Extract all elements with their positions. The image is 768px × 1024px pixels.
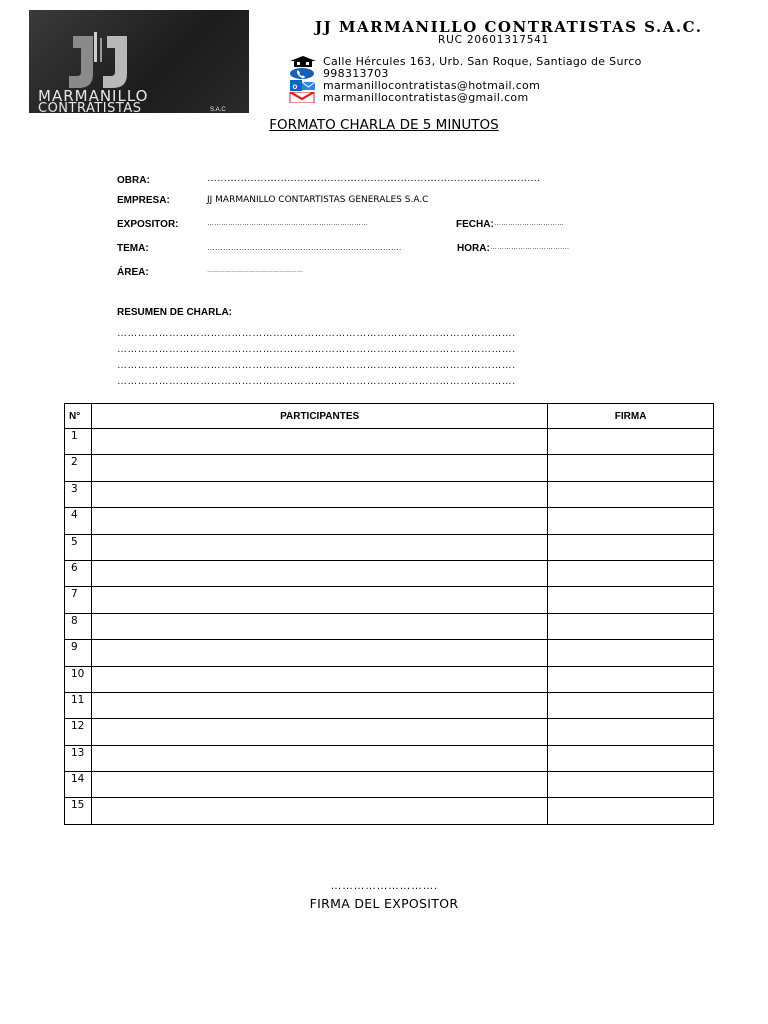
signature-cell[interactable]: [548, 666, 714, 692]
column-header-firma: FIRMA: [548, 404, 714, 429]
row-number: 14: [65, 772, 92, 798]
phone-text: 998313703: [323, 67, 389, 80]
signature-cell[interactable]: [548, 429, 714, 455]
participant-cell[interactable]: [91, 455, 547, 481]
row-number: 6: [65, 560, 92, 586]
company-name: JJ MARMANILLO CONTRATISTAS S.A.C.: [315, 18, 703, 36]
empresa-value[interactable]: JJ MARMANILLO CONTARTISTAS GENERALES S.A.C: [207, 195, 429, 205]
participant-cell[interactable]: [91, 798, 547, 824]
phone-icon: [288, 68, 318, 79]
gmail-row: [288, 91, 528, 104]
row-number: 7: [65, 587, 92, 613]
table-row: [65, 508, 714, 534]
participant-cell[interactable]: [91, 719, 547, 745]
row-number: 11: [65, 692, 92, 718]
company-logo: [29, 10, 249, 113]
table-row: [65, 666, 714, 692]
row-number: 9: [65, 640, 92, 666]
participant-cell[interactable]: [91, 587, 547, 613]
fecha-label: FECHA:: [456, 219, 494, 230]
tema-label: TEMA:: [117, 243, 149, 254]
obra-label: OBRA:: [117, 175, 150, 186]
column-header-number: N°: [65, 404, 92, 429]
signature-cell[interactable]: [548, 640, 714, 666]
expositor-signature-label: FIRMA DEL EXPOSITOR: [309, 896, 459, 911]
resumen-line[interactable]: …………………………………………………………………………………………………….: [117, 376, 516, 387]
signature-cell[interactable]: [548, 745, 714, 771]
signature-cell[interactable]: [548, 560, 714, 586]
table-row: [65, 429, 714, 455]
participant-cell[interactable]: [91, 534, 547, 560]
gmail-text: marmanillocontratistas@gmail.com: [323, 91, 529, 104]
row-number: 12: [65, 719, 92, 745]
signature-cell[interactable]: [548, 613, 714, 639]
table-row: [65, 640, 714, 666]
table-row: [65, 560, 714, 586]
outlook-icon: [288, 80, 318, 91]
table-row: [65, 772, 714, 798]
table-row: [65, 455, 714, 481]
signature-cell[interactable]: [548, 481, 714, 507]
signature-cell[interactable]: [548, 587, 714, 613]
signature-cell[interactable]: [548, 772, 714, 798]
participant-cell[interactable]: [91, 429, 547, 455]
company-ruc: RUC 20601317541: [438, 34, 550, 46]
signature-cell[interactable]: [548, 692, 714, 718]
expositor-signature-line[interactable]: ……………………….: [330, 880, 438, 892]
signature-cell[interactable]: [548, 455, 714, 481]
row-number: 13: [65, 745, 92, 771]
row-number: 1: [65, 429, 92, 455]
form-title: FORMATO CHARLA DE 5 MINUTOS: [269, 117, 499, 133]
table-row: [65, 587, 714, 613]
participant-cell[interactable]: [91, 745, 547, 771]
signature-cell[interactable]: [548, 534, 714, 560]
row-number: 3: [65, 481, 92, 507]
participants-table: [64, 403, 714, 825]
obra-field[interactable]: ……………………………………………………………………………………….: [207, 173, 540, 184]
signature-cell[interactable]: [548, 719, 714, 745]
table-row: [65, 613, 714, 639]
logo-text-line3: S.A.C: [210, 107, 226, 113]
participant-cell[interactable]: [91, 692, 547, 718]
logo-text-line1: MARMANILLO: [38, 87, 149, 105]
expositor-label: EXPOSITOR:: [117, 219, 179, 230]
participant-cell[interactable]: [91, 666, 547, 692]
house-icon: [288, 56, 318, 67]
table-row: [65, 745, 714, 771]
address-text: Calle Hércules 163, Urb. San Roque, Santiago de Surco: [323, 55, 642, 68]
signature-cell[interactable]: [548, 798, 714, 824]
tema-field[interactable]: ……………………………………………………………….: [207, 243, 402, 252]
signature-cell[interactable]: [548, 508, 714, 534]
table-row: [65, 719, 714, 745]
row-number: 15: [65, 798, 92, 824]
row-number: 2: [65, 455, 92, 481]
hotmail-text: marmanillocontratistas@hotmail.com: [323, 79, 541, 92]
area-field[interactable]: …………………………………………: [207, 268, 303, 274]
table-row: [65, 481, 714, 507]
resumen-line[interactable]: …………………………………………………………………………………………………….: [117, 328, 516, 339]
resumen-line[interactable]: …………………………………………………………………………………………………….: [117, 344, 516, 355]
column-header-participantes: PARTICIPANTES: [91, 404, 547, 429]
row-number: 10: [65, 666, 92, 692]
gmail-icon: [288, 92, 318, 103]
fecha-field[interactable]: …………………………: [494, 220, 564, 227]
participant-cell[interactable]: [91, 508, 547, 534]
svg-text:o: o: [292, 82, 298, 91]
participant-cell[interactable]: [91, 560, 547, 586]
participant-cell[interactable]: [91, 772, 547, 798]
logo-text-line2: CONTRATISTAS: [38, 101, 142, 113]
hora-label: HORA:: [457, 243, 490, 254]
area-label: ÁREA:: [117, 267, 149, 278]
expositor-field[interactable]: ……………………………………………………………: [207, 220, 368, 227]
participant-cell[interactable]: [91, 640, 547, 666]
table-row: [65, 534, 714, 560]
resumen-line[interactable]: …………………………………………………………………………………………………….: [117, 360, 516, 371]
jj-logo-mark-icon: [67, 32, 137, 90]
participant-cell[interactable]: [91, 613, 547, 639]
participant-cell[interactable]: [91, 481, 547, 507]
empresa-label: EMPRESA:: [117, 195, 170, 206]
row-number: 5: [65, 534, 92, 560]
row-number: 8: [65, 613, 92, 639]
table-row: [65, 798, 714, 824]
resumen-label: RESUMEN DE CHARLA:: [117, 307, 232, 318]
table-header-row: [65, 404, 714, 429]
table-row: [65, 692, 714, 718]
row-number: 4: [65, 508, 92, 534]
hora-field[interactable]: …………………………….: [490, 244, 569, 251]
